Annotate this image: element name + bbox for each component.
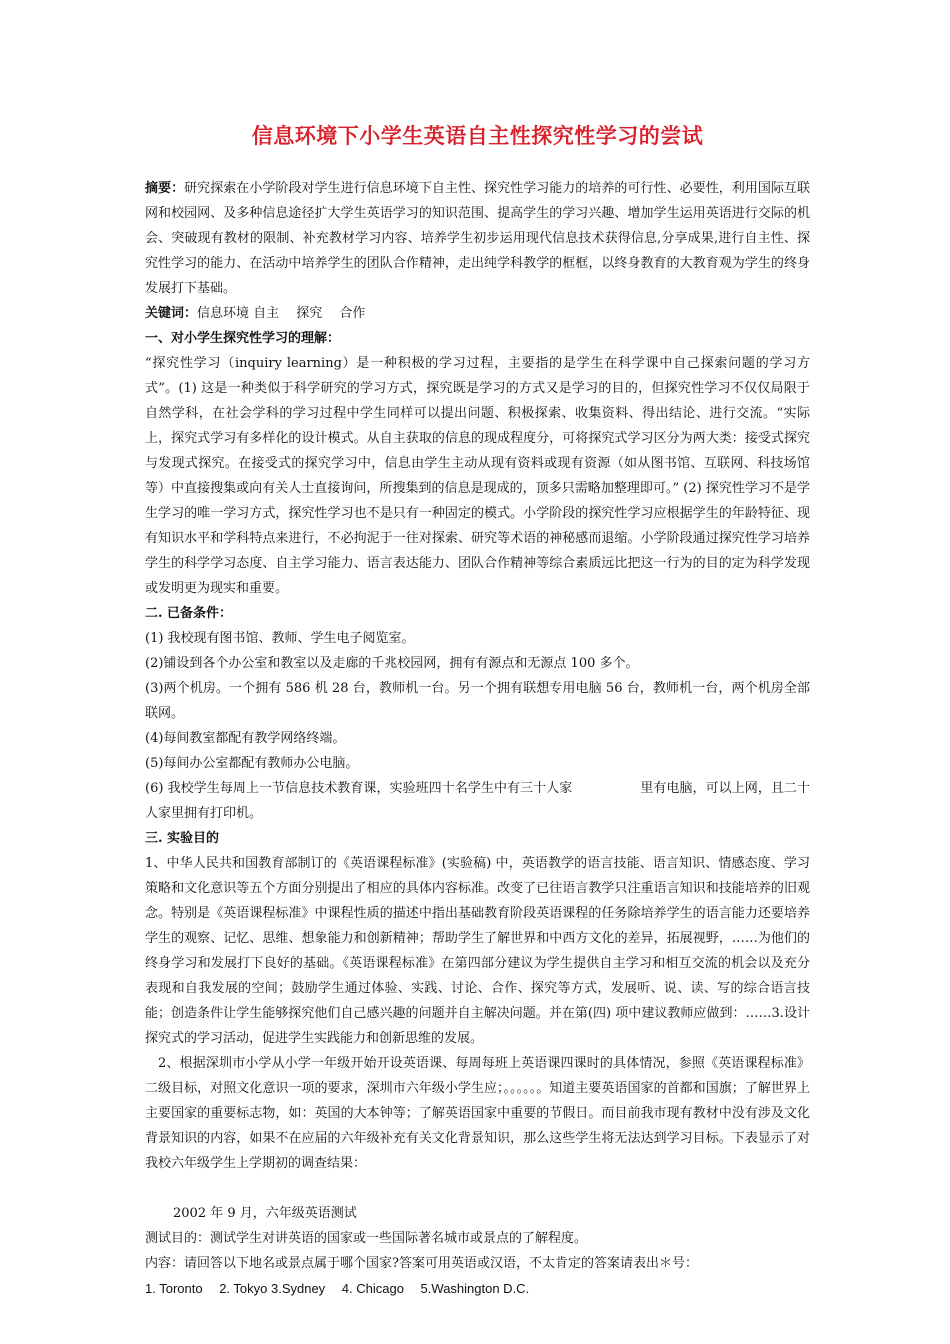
abstract-label: 摘要： (145, 181, 185, 196)
survey-purpose: 测试目的：测试学生对讲英语的国家或一些国际著名城市或景点的了解程度。 (145, 1231, 588, 1246)
condition-item-6-part-b: 里有电脑，可以上网，且二十人家里拥有打印机。 (145, 781, 810, 821)
condition-item-5: (5)每间办公室都配有教师办公电脑。 (145, 756, 359, 771)
section3-heading: 三. 实验目的 (145, 831, 220, 846)
condition-item-3: (3)两个机房。一个拥有 586 机 28 台，教师机一台。另一个拥有联想专用电脑 56 台，教师机一台，两个机房全部联网。 (145, 681, 810, 721)
keywords-label: 关键词： (145, 306, 198, 321)
page-title: 信息环境下小学生英语自主性探究性学习的尝试 (251, 123, 704, 148)
survey-heading: 2002 年 9 月，六年级英语测试 (173, 1206, 357, 1221)
document-body (145, 176, 810, 1301)
condition-item-2: (2)铺设到各个办公室和教室以及走廊的千兆校园网，拥有有源点和无源点 100 多个。 (145, 656, 639, 671)
section3-paragraph-2: 2、根据深圳市小学从小学一年级开始开设英语课、每周每班上英语课四课时的具体情况，参照《英语课程标准》二级目标，对照文化意识一项的要求，深圳市六年级小学生应；。。。。。。知道主要英语国家的首都和国旗；了解世界上主要国家的重要标志物，如：英国的大本钟等；了解英语国家中重要的节假日。而目前我市现有教材中没有涉及文化背景知识的内容，如果不在应届的六年级补充有关文化背景知识，那么这些学生将无法达到学习目标。下表显示了对我校六年级学生上学期初的调查结果： (145, 1056, 810, 1171)
condition-item-4: (4)每间教室都配有教学网络终端。 (145, 731, 346, 746)
keywords-paragraph (145, 301, 810, 326)
survey-items: 1. Toronto 2. Tokyo 3.Sydney 4. Chicago 5.Washington D.C. (145, 1281, 530, 1296)
survey-content: 内容：请回答以下地名或景点属于哪个国家?答案可用英语或汉语，不太肯定的答案请表出＊号： (145, 1256, 698, 1271)
section1-paragraph: “探究性学习（inquiry learning）是一种积极的学习过程，主要指的是学生在科学课中自己探索问题的学习方式”。(1) 这是一种类似于科学研究的学习方式，探究既是学习的方式又是学习的目的，但探究性学习不仅仅局限于自然学科，在社会学科的学习过程中学生同样可以提出问题、积极探索、收集资料、得出结论、进行交流。“实际上，探究式学习有多样化的设计模式。从自主获取的信息的现成程度分，可将探究式学习区分为两大类：接受式探究与发现式探究。在接受式的探究学习中，信息由学生主动从现有资料或现有资源（如从图书馆、互联网、科技场馆等）中直接搜集或向有关人士直接询问，所搜集到的信息是现成的，顶多只需略加整理即可。” (2) 探究性学习不是学生学习的唯一学习方式，探究性学习也不是只有一种固定的模式。小学阶段的探究性学习应根据学生的年龄特征、现有知识水平和学科特点来进行，不必拘泥于一往对探索、研究等术语的神秘感而退缩。小学阶段通过探究性学习培养学生的科学学习态度、自主学习能力、语言表达能力、团队合作精神等综合素质远比把这一行为的目的定为科学发现或发明更为现实和重要。 (145, 356, 810, 596)
abstract-text: 研究探索在小学阶段对学生进行信息环境下自主性、探究性学习能力的培养的可行性、必要性，利用国际互联网和校园网、及多种信息途径扩大学生英语学习的知识范围、提高学生的学习兴趣、增加学生运用英语进行交际的机会、突破现有教材的限制、补充教材学习内容、培养学生初步运用现代信息技术获得信息,分享成果,进行自主性、探究性学习的能力、在活动中培养学生的团队合作精神，走出纯学科教学的框框，以终身教育的大教育观为学生的终身发展打下基础。 (145, 181, 810, 296)
keywords-text: 信息环境 自主 探究 合作 (197, 306, 366, 321)
condition-item-6-part-a: (6) 我校学生每周上一节信息技术教育课，实验班四十名学生中有三十人家 (145, 781, 573, 796)
section2-heading: 二. 已备条件： (145, 606, 233, 621)
section3-paragraph-1: 1、中华人民共和国教育部制订的《英语课程标准》(实验稿) 中，英语教学的语言技能、语言知识、情感态度、学习策略和文化意识等五个方面分别提出了相应的具体内容标准。改变了已往语言教学只注重语言知识和技能培养的旧观念。特别是《英语课程标准》中课程性质的描述中指出基础教育阶段英语课程的任务除培养学生的语言能力还要培养学生的观察、记忆、思维、想象能力和创新精神；帮助学生了解世界和中西方文化的差异，拓展视野，……为他们的终身学习和发展打下良好的基础。《英语课程标准》在第四部分建议为学生提供自主学习和相互交流的机会以及充分表现和自我发展的空间；鼓励学生通过体验、实践、讨论、合作、探究等方式，发展听、说、读、写的综合语言技能；创造条件让学生能够探究他们自己感兴趣的问题并自主解决问题。并在第(四) 项中建议教师应做到：……3.设计探究式的学习活动，促进学生实践能力和创新思维的发展。 (145, 856, 810, 1046)
section1-heading: 一、对小学生探究性学习的理解： (145, 331, 341, 346)
condition-item-1: (1) 我校现有图书馆、教师、学生电子阅览室。 (145, 631, 415, 646)
condition-item-6 (145, 776, 810, 826)
blank-line (145, 1176, 810, 1201)
abstract-paragraph (145, 176, 810, 301)
